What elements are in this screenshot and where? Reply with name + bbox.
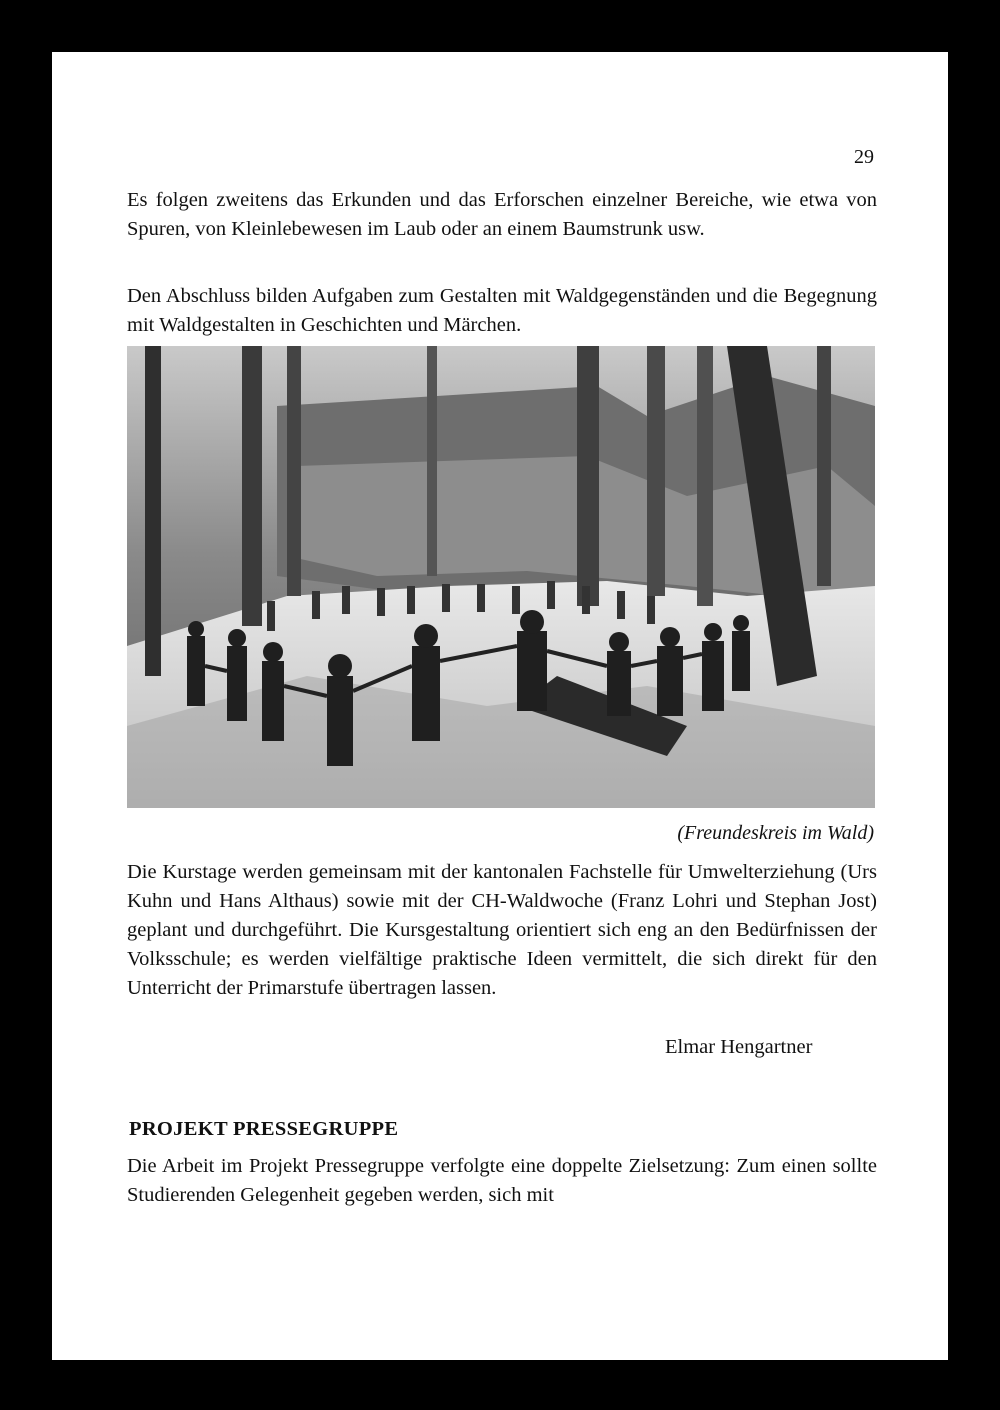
- paragraph-conclusion: Den Abschluss bilden Aufgaben zum Gestalten mit Waldgegenständen und die Begegnung mit Waldgestalten in Geschichten und Märchen.: [127, 285, 877, 336]
- paragraph-press-group: Die Arbeit im Projekt Pressegruppe verfolgte eine doppelte Zielsetzung: Zum einen sollte Studierenden Gelegenheit gegeben werden, sich mit: [127, 1155, 877, 1206]
- document-page: [52, 52, 948, 1360]
- photo-caption: (Freundeskreis im Wald): [677, 822, 874, 844]
- forest-circle-photo: [127, 346, 875, 808]
- section-heading: PROJEKT PRESSEGRUPPE: [129, 1118, 399, 1140]
- author-signature: Elmar Hengartner: [665, 1036, 813, 1058]
- paragraph-course-days: Die Kurstage werden gemeinsam mit der kantonalen Fachstelle für Umwelterziehung (Urs Kuhn und Hans Althaus) sowie mit der CH-Waldwoche (Franz Lohri und Stephan Jost) geplant und durchgeführt. Die Kursgestaltung orientiert sich eng an den Bedürfnissen der Volksschule; es werden vielfältige praktische Ideen vermittelt, die sich direkt für den Unterricht der Primarstufe übertragen lassen.: [127, 861, 877, 999]
- page-number: 29: [854, 146, 874, 168]
- paragraph-exploration: Es folgen zweitens das Erkunden und das Erforschen einzelner Bereiche, wie etwa von Spuren, von Kleinlebewesen im Laub oder an einem Baumstrunk usw.: [127, 189, 877, 240]
- photo-illustration: [127, 346, 875, 808]
